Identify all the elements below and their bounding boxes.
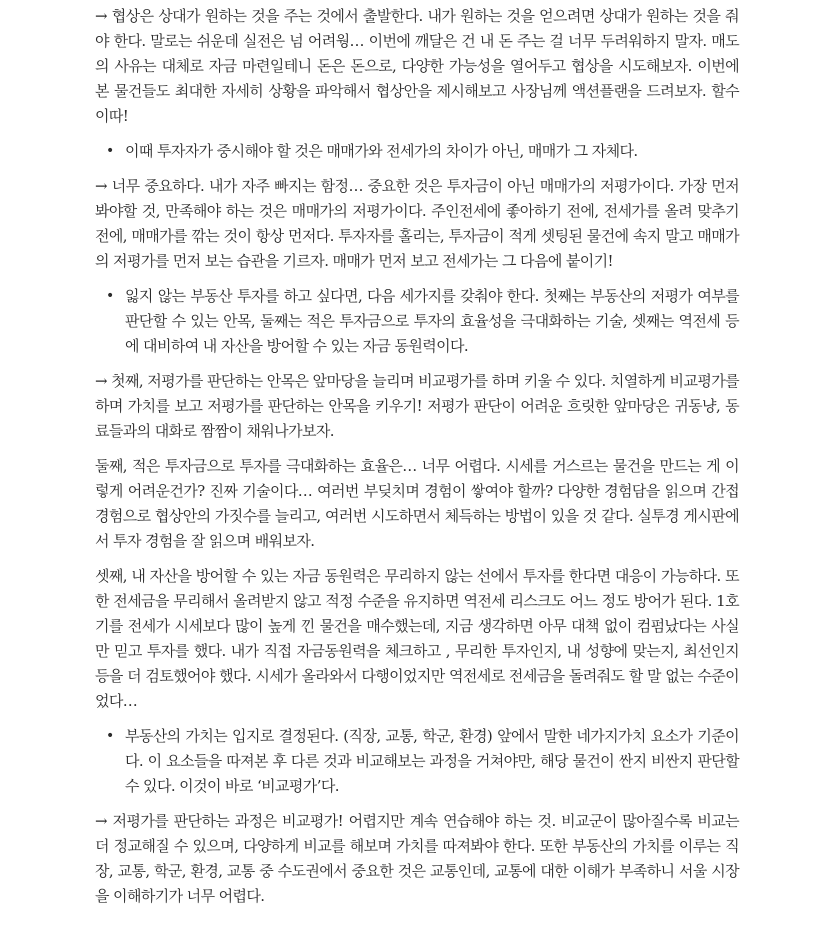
note-paragraph-second-efficiency: 둘째, 적은 투자금으로 투자를 극대화하는 효율은… 너무 어렵다. 시세를 거스르는 물건을 만드는 게 이렇게 어려운건가? 진짜 기술이다… 여러번 부딪치며 경험이 쌓여야 할까? 다양한 경험담을 읽으며 간접경험으로 협상안의 가짓수를 늘리고, 여러번 시도하면서 체득하는 방법이 있을 것 같다. 실투경 게시판에서 투자 경험을 잘 읽으며 배워보자. — [95, 457, 739, 550]
quote-bullet-list — [95, 284, 739, 359]
quote-text: 잃지 않는 부동산 투자를 하고 싶다면, 다음 세가지를 갖춰야 한다. 첫째는 부동산의 저평가 여부를 판단할 수 있는 안목, 둘째는 적은 투자금으로 투자의 효율성을 극대화하는 기술, 셋째는 역전세 등에 대비하여 내 자산을 방어할 수 있는 자금 동원력이다. — [125, 287, 739, 355]
quote-text: 이때 투자자가 중시해야 할 것은 매매가와 전세가의 차이가 아닌, 매매가 그 자체다. — [125, 142, 638, 160]
note-paragraph-negotiation: → 협상은 상대가 원하는 것을 주는 것에서 출발한다. 내가 원하는 것을 얻으려면 상대가 원하는 것을 줘야 한다. 말로는 쉬운데 실전은 넘 어려웡… 이번에 깨달은 건 내 돈 주는 걸 너무 두려워하지 말자. 매도의 사유는 대체로 자금 마련일테니 돈은 돈으로, 다양한 가능성을 열어두고 협상을 시도해보자. 이번에 본 물건들도 최대한 자세히 상황을 파악해서 협상안을 제시해보고 사장님께 액션플랜을 드려보자. 할수이따! — [95, 7, 739, 125]
quote-bullet-sale-price — [95, 139, 739, 164]
note-paragraph-first-eye: → 첫째, 저평가를 판단하는 안목은 앞마당을 늘리며 비교평가를 하며 키울 수 있다. 치열하게 비교평가를 하며 가치를 보고 저평가를 판단하는 안목을 키우기! 저평가 판단이 어려운 흐릿한 앞마당은 귀동냥, 동료들과의 대화로 짬짬이 채워나가보자. — [95, 372, 739, 440]
quote-bullet-list — [95, 724, 739, 799]
note-paragraph-comparison: → 저평가를 판단하는 과정은 비교평가! 어렵지만 계속 연습해야 하는 것. 비교군이 많아질수록 비교는 더 정교해질 수 있으며, 다양하게 비교를 해보며 가치를 따져봐야 한다. 또한 부동산의 가치를 이루는 직장, 교통, 학군, 환경, 교통 중 수도권에서 중요한 것은 교통인데, 교통에 대한 이해가 부족하니 서울 시장을 이해하기가 너무 어렵다. — [95, 812, 739, 905]
quote-bullet-location-value — [95, 724, 739, 799]
quote-bullet-three-requirements — [95, 284, 739, 359]
note-paragraph-third-funding: 셋째, 내 자산을 방어할 수 있는 자금 동원력은 무리하지 않는 선에서 투자를 한다면 대응이 가능하다. 또한 전세금을 무리해서 올려받지 않고 적정 수준을 유지하면 역전세 리스크도 어느 정도 방어가 된다. 1호기를 전세가 시세보다 많이 높게 낀 물건을 매수했는데, 지금 생각하면 아무 대책 없이 컴펌났다는 사실만 믿고 투자를 했다. 내가 직접 자금동원력을 체크하고 , 무리한 투자인지, 내 성향에 맞는지, 최선인지 등을 더 검토했어야 했다. 시세가 올라와서 다행이었지만 역전세로 전세금을 돌려줘도 할 말 없는 수준이었다… — [95, 567, 739, 710]
quote-text: 부동산의 가치는 입지로 결정된다. (직장, 교통, 학군, 환경) 앞에서 말한 네가지가치 요소가 기준이다. 이 요소들을 따져본 후 다른 것과 비교해보는 과정을 거쳐야만, 해당 물건이 싼지 비싼지 판단할 수 있다. 이것이 바로 ‘비교평가’다. — [125, 727, 739, 795]
bullet-dot-icon: • — [106, 143, 114, 159]
bullet-dot-icon: • — [106, 728, 114, 744]
bullet-dot-icon: • — [106, 288, 114, 304]
quote-bullet-list — [95, 139, 739, 164]
note-paragraph-undervaluation: → 너무 중요하다. 내가 자주 빠지는 함정… 중요한 것은 투자금이 아닌 매매가의 저평가이다. 가장 먼저 봐야할 것, 만족해야 하는 것은 매매가의 저평가이다. 주인전세에 좋아하기 전에, 전세가를 올려 맞추기 전에, 매매가를 깎는 것이 항상 먼저다. 투자자를 홀리는, 투자금이 적게 셋팅된 물건에 속지 말고 매매가의 저평가를 먼저 보는 습관을 기르자. 매매가 먼저 보고 전세가는 그 다음에 붙이기! — [95, 177, 739, 270]
